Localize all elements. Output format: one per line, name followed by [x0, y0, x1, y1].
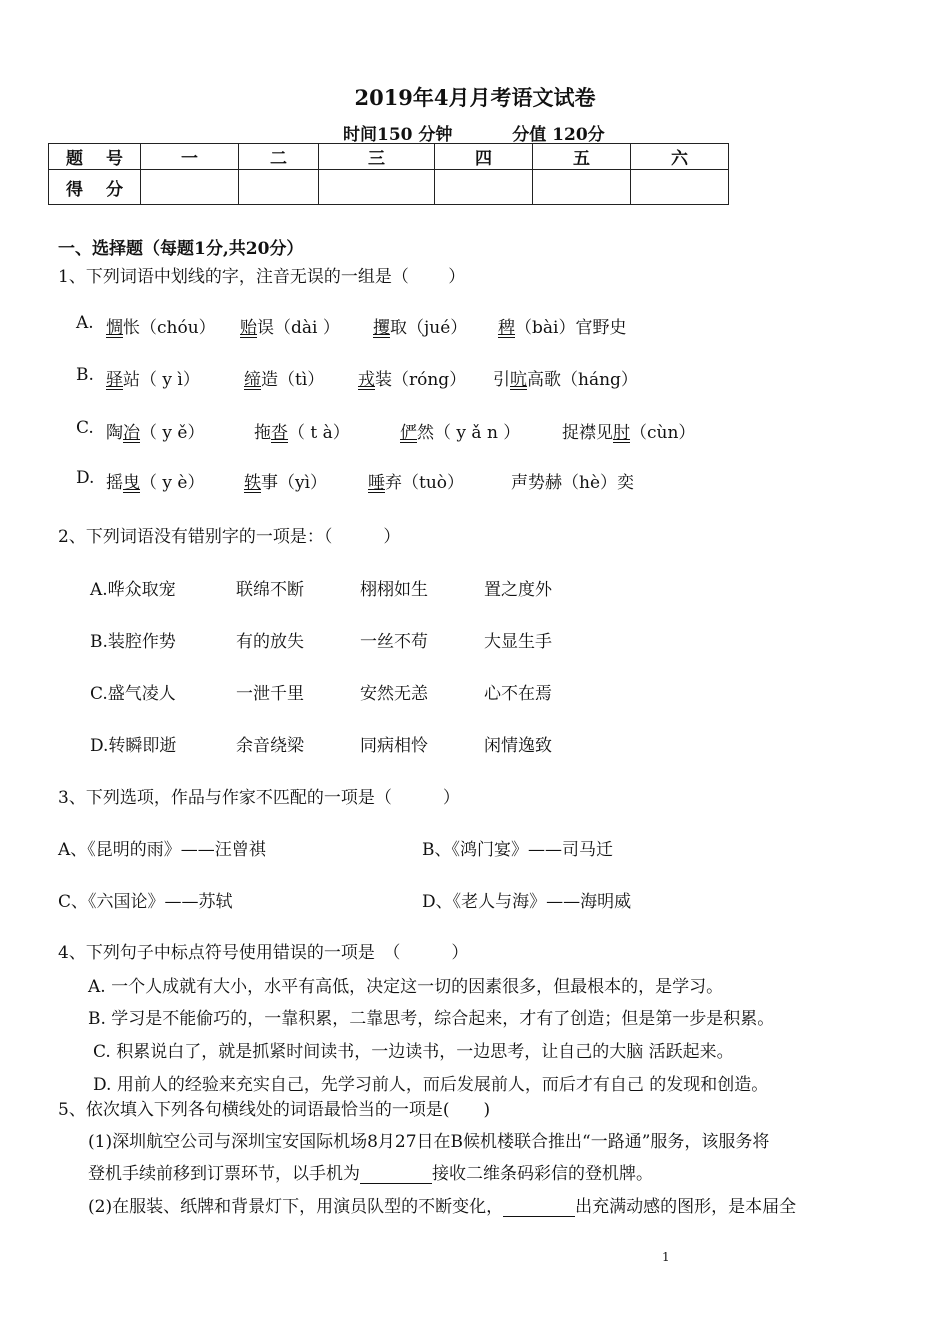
score-table-col-2: 二	[239, 144, 319, 170]
exam-meta	[343, 120, 605, 145]
q3-option-b: B、《鸿门宴》——司马迁	[422, 840, 613, 860]
score-table-col-1: 一	[141, 144, 239, 170]
q1-option-d: D.	[76, 468, 95, 488]
q4-option-d: D. 用前人的经验来充实自己，先学习前人，而后发展前人，而后才有自己 的发现和创造。	[93, 1075, 769, 1095]
score-label: 分值 120分	[512, 125, 605, 145]
fill-blank[interactable]	[360, 1166, 432, 1184]
q2-row-a-3: 栩栩如生	[360, 580, 428, 600]
q1-a-item-2: 贻误（dài ）	[240, 318, 340, 338]
q2-row-b-4: 大显生手	[484, 632, 552, 652]
q1-option-c: C.	[76, 418, 94, 438]
score-table-row1-label: 题 号	[49, 144, 141, 170]
q2-row-c-1: C.盛气凌人	[90, 684, 176, 704]
exam-title: 2019年4月月考语文试卷	[354, 85, 596, 110]
q1-b-item-1: 驿站（ y ì）	[106, 370, 200, 390]
score-cell[interactable]	[239, 170, 319, 205]
score-table-col-5: 五	[533, 144, 631, 170]
q5-sentence-1-line-2: 登机手续前移到订票环节，以手机为 接收二维条码彩信的登机牌。	[88, 1164, 653, 1184]
q2-row-a-2: 联绵不断	[236, 580, 304, 600]
section-heading: 一、选择题（每题1分,共20分）	[58, 239, 304, 259]
q1-d-item-3: 唾弃（tuò）	[368, 473, 465, 493]
q1-c-item-3: 俨然（ y ǎ n ）	[400, 423, 521, 443]
score-table-col-6: 六	[631, 144, 729, 170]
q3-option-d: D、《老人与海》——海明威	[422, 892, 632, 912]
score-table-row2-label: 得 分	[49, 170, 141, 205]
score-table-col-3: 三	[319, 144, 435, 170]
q4-option-c: C. 积累说白了，就是抓紧时间读书，一边读书，一边思考，让自己的大脑 活跃起来。	[93, 1042, 734, 1062]
q1-option-a: A.	[76, 313, 94, 333]
q2-row-c-3: 安然无恙	[360, 684, 428, 704]
question-5-stem: 5、依次填入下列各句横线处的词语最恰当的一项是( )	[58, 1100, 491, 1120]
question-4-stem: 4、下列句子中标点符号使用错误的一项是 （ ）	[58, 943, 469, 963]
q4-option-a: A. 一个人成就有大小，水平有高低，决定这一切的因素很多，但最根本的，是学习。	[88, 977, 724, 997]
q1-a-item-1: 惆怅（chóu）	[106, 318, 216, 338]
q1-b-item-4: 引吭高歌（háng）	[493, 370, 638, 390]
score-table	[48, 143, 729, 205]
q2-row-a-4: 置之度外	[484, 580, 552, 600]
q2-row-b-3: 一丝不苟	[360, 632, 428, 652]
q3-option-a: A、《昆明的雨》——汪曾祺	[58, 840, 266, 860]
question-3-stem: 3、下列选项，作品与作家不匹配的一项是（ ）	[58, 788, 460, 808]
q1-c-item-4: 捉襟见肘（cùn）	[562, 423, 696, 443]
q2-row-d-3: 同病相怜	[360, 736, 428, 756]
score-cell[interactable]	[141, 170, 239, 205]
q1-option-b: B.	[76, 365, 94, 385]
q1-a-item-3: 攫取（jué）	[373, 318, 468, 338]
q3-option-c: C、《六国论》——苏轼	[58, 892, 233, 912]
score-cell[interactable]	[631, 170, 729, 205]
q2-row-b-1: B.装腔作势	[90, 632, 176, 652]
time-label: 时间150 分钟	[343, 125, 453, 145]
score-cell[interactable]	[319, 170, 435, 205]
fill-blank[interactable]	[503, 1199, 575, 1217]
q1-c-item-1: 陶冶（ y ě）	[106, 423, 205, 443]
q4-option-b: B. 学习是不能偷巧的，一靠积累，二靠思考，综合起来，才有了创造；但是第一步是积累。	[88, 1009, 775, 1029]
q2-row-d-1: D.转瞬即逝	[90, 736, 177, 756]
q2-row-c-4: 心不在焉	[484, 684, 552, 704]
page-number: 1	[662, 1250, 670, 1264]
q1-b-item-2: 缔造（tì）	[244, 370, 325, 390]
q1-c-item-2: 拖沓（ t à）	[254, 423, 350, 443]
q5-sentence-1-line-1: (1)深圳航空公司与深圳宝安国际机场8月27日在B候机楼联合推出“一路通”服务，该服务将	[88, 1132, 770, 1152]
q2-row-a-1: A.哗众取宠	[90, 580, 176, 600]
score-table-col-4: 四	[435, 144, 533, 170]
score-cell[interactable]	[533, 170, 631, 205]
question-2-stem: 2、下列词语没有错别字的一项是：（ ）	[58, 527, 401, 547]
q1-b-item-3: 戎装（róng）	[358, 370, 467, 390]
q1-d-item-1: 摇曳（ y è）	[106, 473, 205, 493]
q1-d-item-4: 声势赫（hè）奕	[511, 473, 635, 493]
q2-row-c-2: 一泄千里	[236, 684, 304, 704]
q2-row-d-2: 余音绕梁	[236, 736, 304, 756]
q1-d-item-2: 轶事（yì）	[244, 473, 328, 493]
q2-row-d-4: 闲情逸致	[484, 736, 552, 756]
score-cell[interactable]	[435, 170, 533, 205]
question-1-stem: 1、下列词语中划线的字，注音无误的一组是（ ）	[58, 267, 466, 287]
q5-sentence-2: (2)在服装、纸牌和背景灯下，用演员队型的不断变化， 出充满动感的图形，是本届全	[88, 1197, 797, 1217]
q1-a-item-4: 稗（bài）官野史	[498, 318, 627, 338]
q2-row-b-2: 有的放失	[236, 632, 304, 652]
